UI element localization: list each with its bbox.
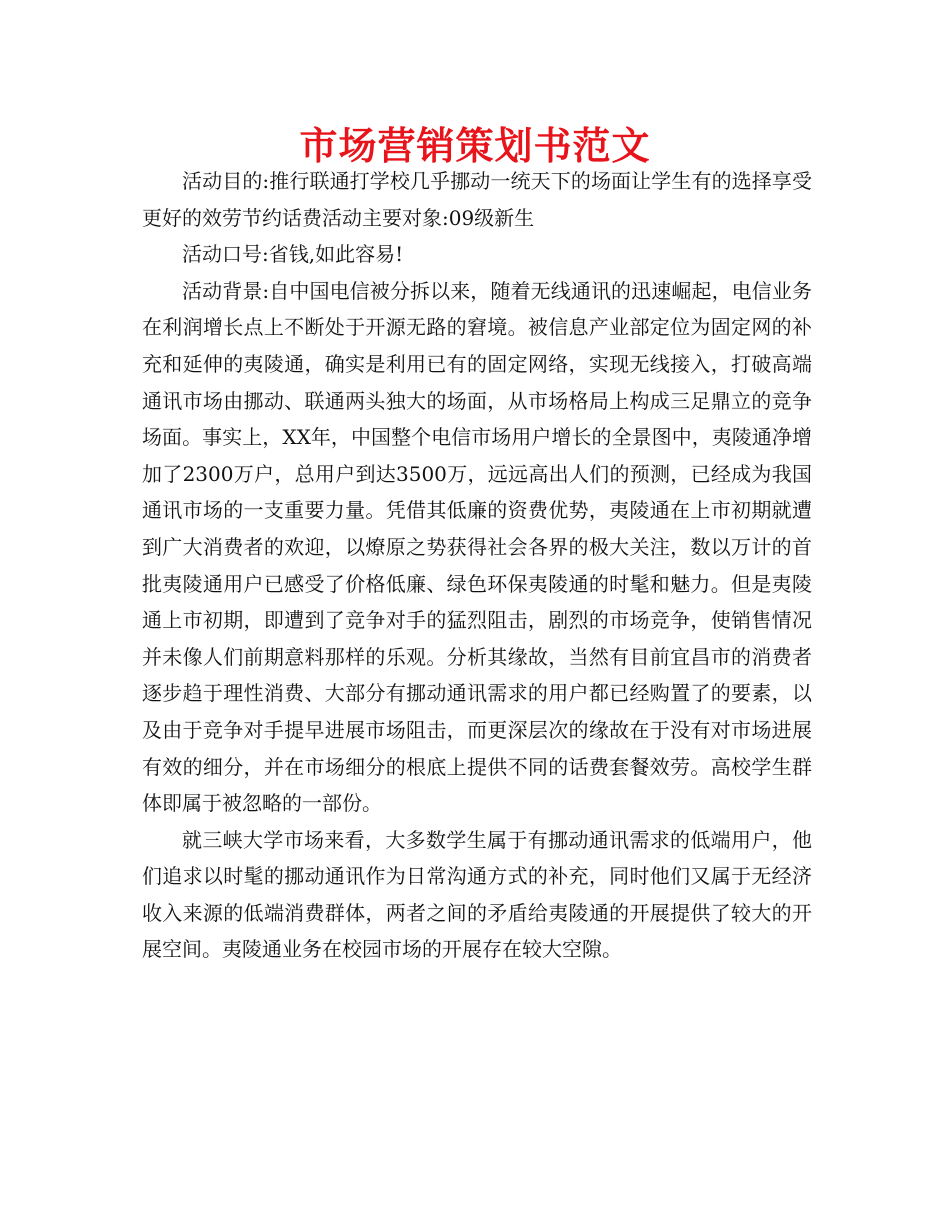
paragraph-campus-market: 就三峡大学市场来看，大多数学生属于有挪动通讯需求的低端用户，他们追求以时髦的挪动通讯作为日常沟通方式的补充，同时他们又属于无经济收入来源的低端消费群体，两者之间的矛盾给夷陵通的开展提供了较大的开展空间。夷陵通业务在校园市场的开展存在较大空隙。	[142, 827, 812, 962]
paragraph-activity-purpose: 活动目的:推行联通打学校几乎挪动一统天下的场面让学生有的选择享受更好的效劳节约话费活动主要对象:09级新生	[142, 169, 812, 230]
document-title: 市场营销策划书范文	[299, 124, 651, 168]
paragraph-activity-slogan: 活动口号:省钱,如此容易!	[182, 242, 404, 267]
paragraph-activity-background: 活动背景:自中国电信被分拆以来，随着无线通讯的迅速崛起，电信业务在利润增长点上不断处于开源无路的窘境。被信息产业部定位为固定网的补充和延伸的夷陵通，确实是利用已有的固定网络，实现无线接入，打破高端通讯市场由挪动、联通两头独大的场面，从市场格局上构成三足鼎立的竞争场面。事实上，XX年，中国整个电信市场用户增长的全景图中，夷陵通净增加了2300万户，总用户到达3500万，远远高出人们的预测，已经成为我国通讯市场的一支重要力量。凭借其低廉的资费优势，夷陵通在上市初期就遭到广大消费者的欢迎，以燎原之势获得社会各界的极大关注，数以万计的首批夷陵通用户已感受了价格低廉、绿色环保夷陵通的时髦和魅力。但是夷陵通上市初期，即遭到了竞争对手的猛烈阻击，剧烈的市场竞争，使销售情况并未像人们前期意料那样的乐观。分析其缘故，当然有目前宜昌市的消费者逐步趋于理性消费、大部分有挪动通讯需求的用户都已经购置了的要素，以及由于竞争对手提早进展市场阻击，而更深层次的缘故在于没有对市场进展有效的细分，并在市场细分的根底上提供不同的话费套餐效劳。高校学生群体即属于被忽略的一部份。	[142, 278, 812, 816]
document-body	[142, 163, 812, 968]
